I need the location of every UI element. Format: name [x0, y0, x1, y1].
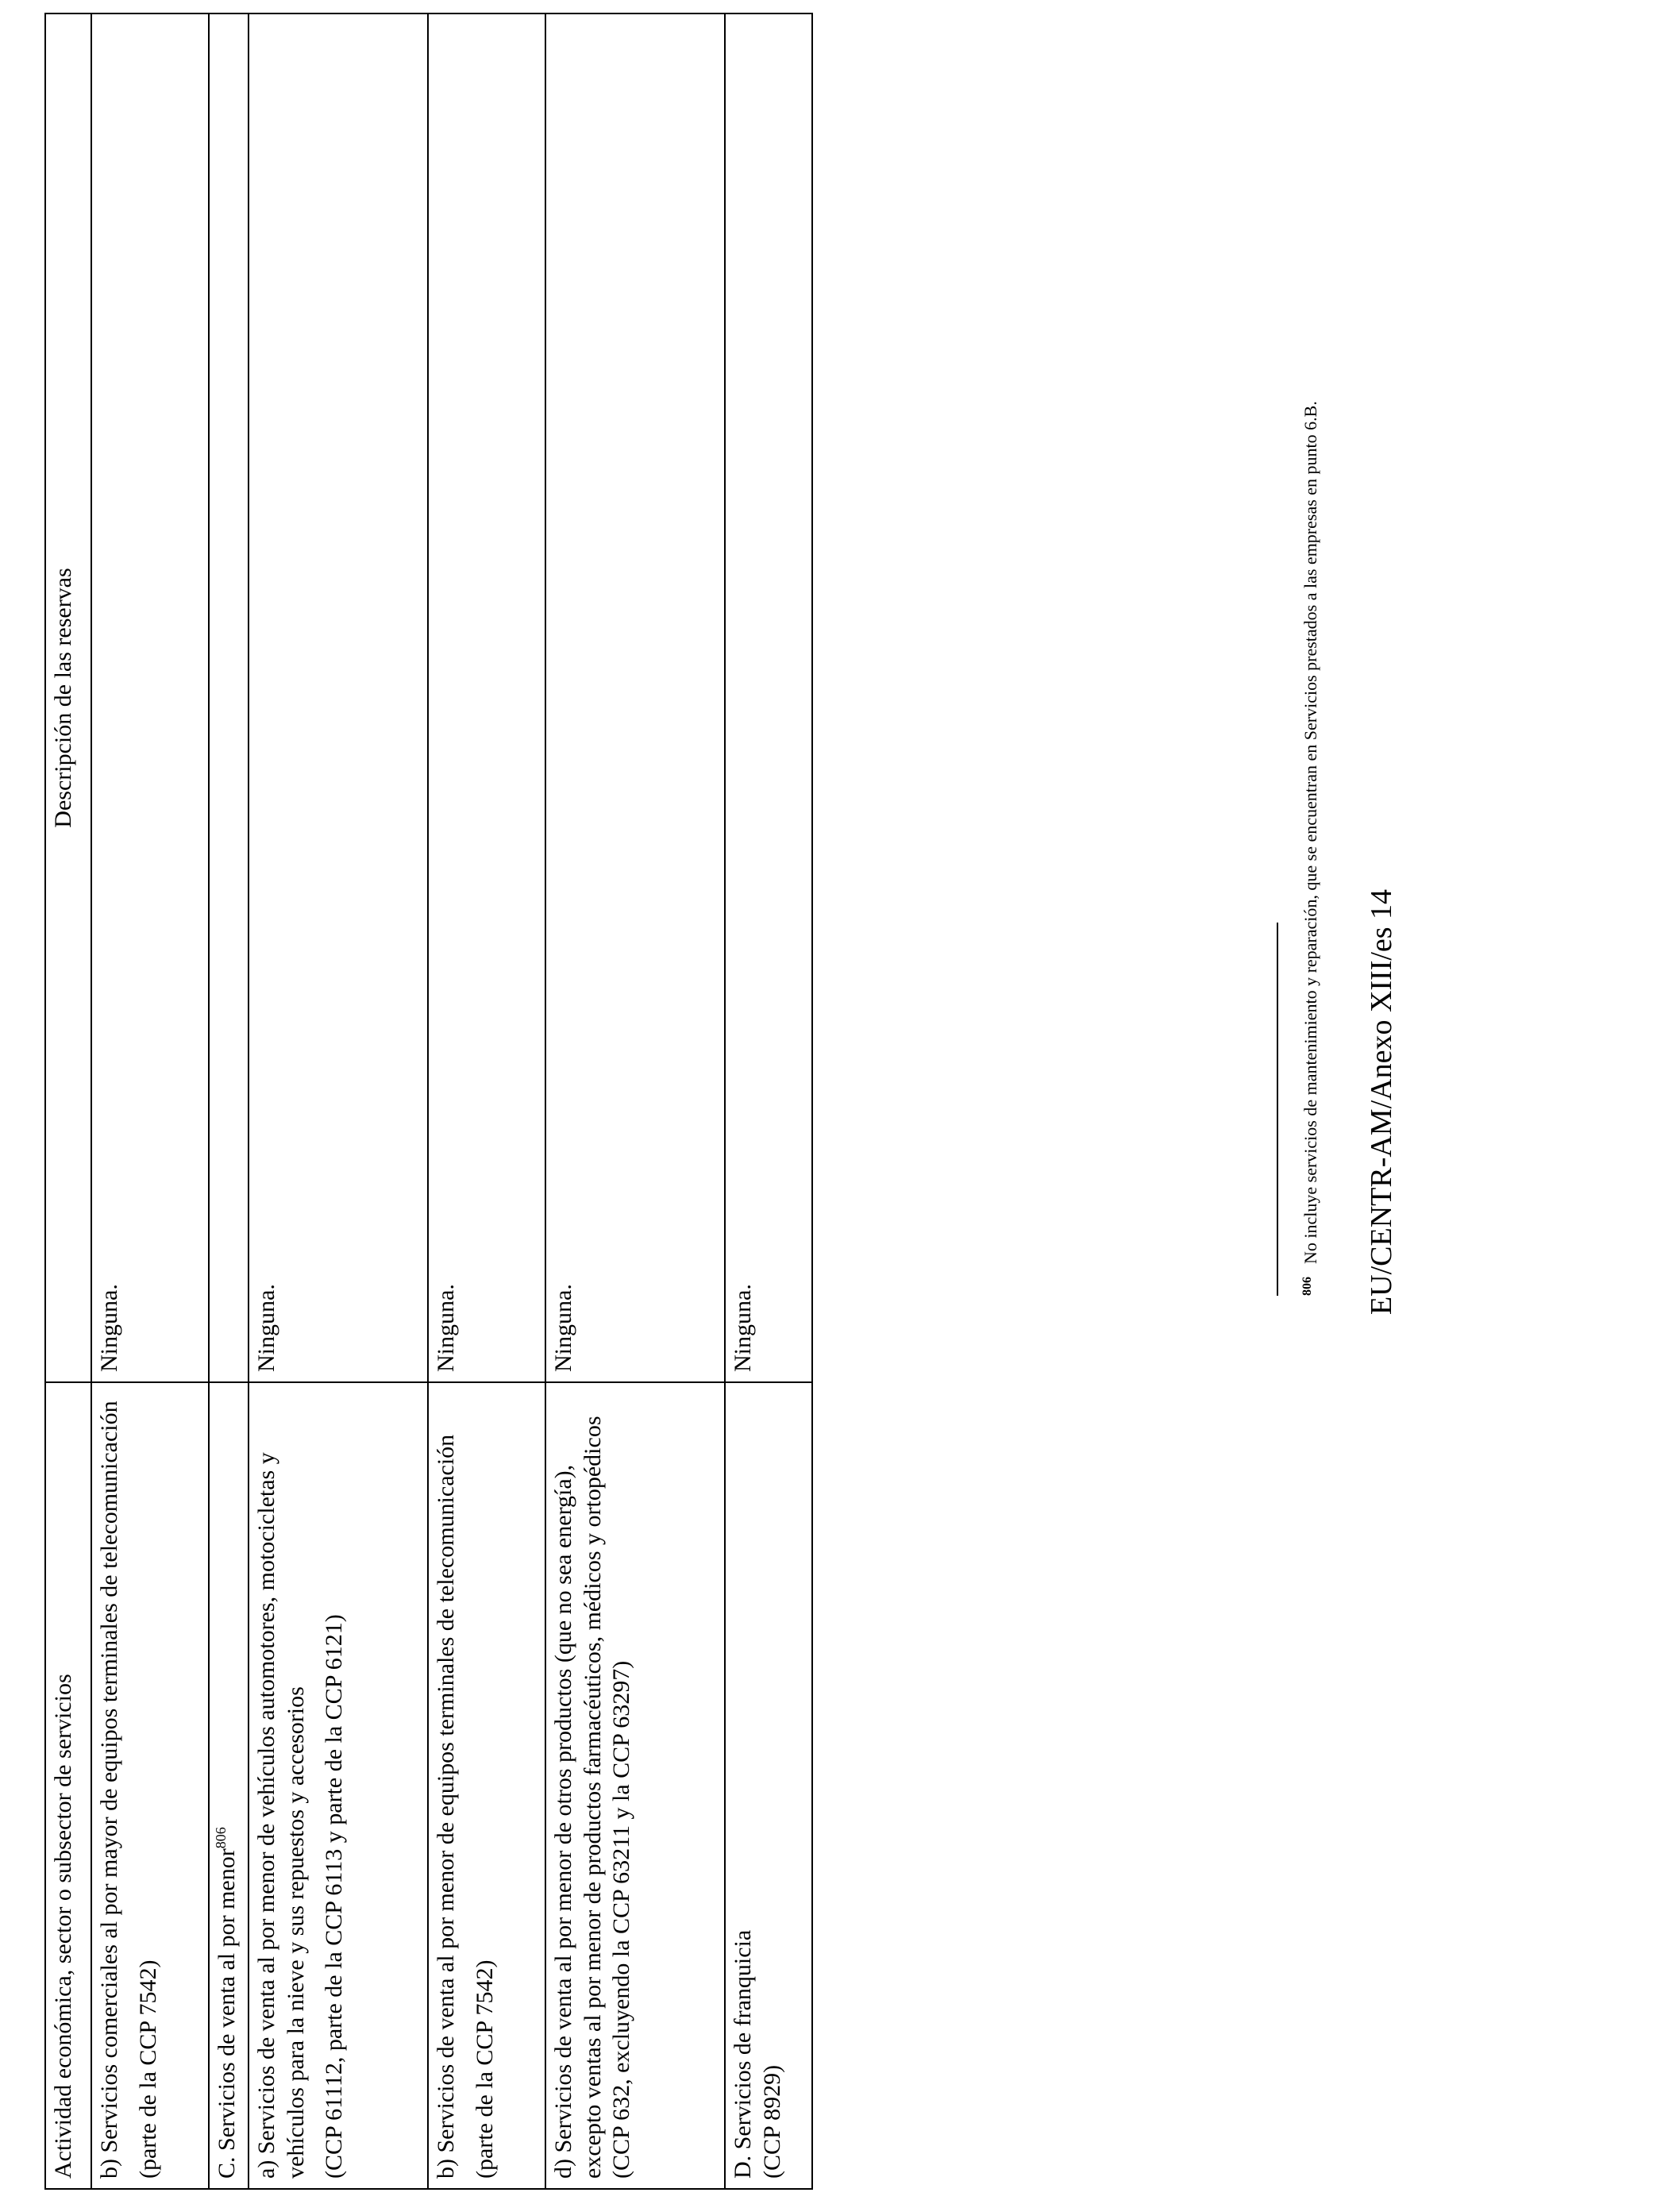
- footnote-ref: 806: [213, 1827, 229, 1849]
- sector-cell: [428, 1382, 545, 2189]
- table-row: [725, 13, 812, 2189]
- description-cell: Ninguna.: [249, 13, 428, 1382]
- sector-ccp: (CCP 632, excluyendo la CCP 63211 y la CCP 63297): [608, 1660, 635, 2179]
- table-row: [428, 13, 545, 2189]
- description-cell: Ninguna.: [545, 13, 725, 1382]
- sector-text: C. Servicios de venta al por menor: [214, 1848, 240, 2179]
- table-row: [209, 13, 249, 2189]
- footnote-text: No incluye servicios de mantenimiento y reparación, que se encuentran en Servicios prestados a las empresas en punto 6.B.: [1300, 401, 1320, 1264]
- reservations-table: [44, 13, 813, 2190]
- sector-text: d) Servicios de venta al por menor de otros productos (que no sea energía), excepto ventas al por menor de productos farmacéuticos, médicos y ortopédicos: [550, 1416, 606, 2179]
- sector-text: b) Servicios comerciales al por mayor de equipos terminales de telecomunicación: [96, 1401, 122, 2179]
- sector-cell: [91, 1382, 209, 2189]
- sector-ccp: (CCP 61112, parte de la CCP 6113 y parte de la CCP 6121): [321, 1614, 348, 2179]
- sector-ccp: (parte de la CCP 7542): [134, 1959, 161, 2179]
- footnote-number: 806: [1300, 1277, 1314, 1296]
- footnote-separator: [1277, 923, 1278, 1296]
- table-row: [91, 13, 209, 2189]
- header-sector: Actividad económica, sector o subsector de servicios: [45, 1382, 91, 2189]
- description-cell: Ninguna.: [428, 13, 545, 1382]
- sector-text: b) Servicios de venta al por menor de equipos terminales de telecomunicación: [433, 1434, 459, 2179]
- page-reference: EU/CENTR-AM/Anexo XIII/es 14: [1365, 888, 1398, 1316]
- sector-ccp: (parte de la CCP 7542): [471, 1959, 498, 2179]
- table-row: [249, 13, 428, 2189]
- sector-text: a) Servicios de venta al por menor de vehículos automotores, motocicletas y vehículos para la nieve y sus repuestos y accesorios: [253, 1452, 309, 2179]
- sector-cell: [209, 1382, 249, 2189]
- table-header-row: [45, 13, 91, 2189]
- header-description: Descripción de las reservas: [45, 13, 91, 1382]
- sector-cell: [725, 1382, 812, 2189]
- description-cell: Ninguna.: [725, 13, 812, 1382]
- footnote: [1300, 25, 1321, 1296]
- table-row: [545, 13, 725, 2189]
- sector-ccp: (CCP 8929): [758, 2064, 785, 2179]
- description-cell: [209, 13, 249, 1382]
- description-cell: Ninguna.: [91, 13, 209, 1382]
- sector-cell: [249, 1382, 428, 2189]
- sector-text: D. Servicios de franquicia: [730, 1929, 756, 2179]
- sector-cell: [545, 1382, 725, 2189]
